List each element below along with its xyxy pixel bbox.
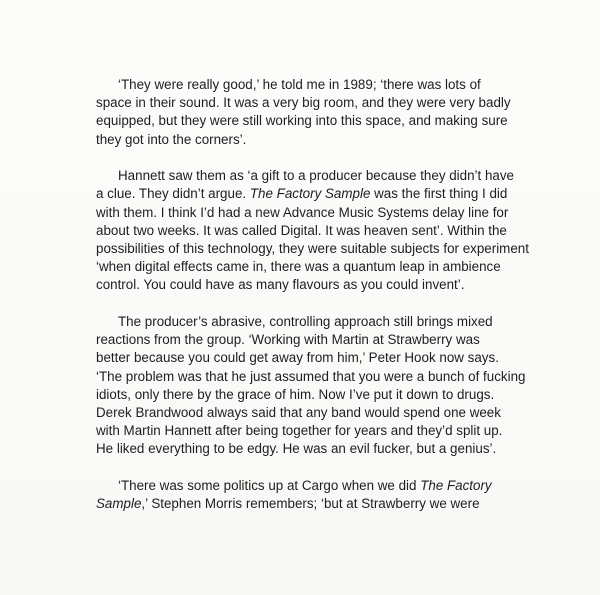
paragraph-2 — [96, 167, 529, 294]
text-line: possibilities of this technology, they were suitable subjects for experiment — [96, 241, 529, 257]
text-line: reactions from the group. ‘Working with Martin at Strawberry was — [96, 332, 480, 348]
italic-title: The Factory Sample — [249, 186, 371, 202]
text-line: about two weeks. It was called Digital. It was heaven sent’. Within the — [96, 222, 507, 238]
text-line: better because you could get away from him,’ Peter Hook now says. — [96, 350, 499, 366]
text-run: was the first thing I did — [370, 186, 508, 202]
text-line: Derek Brandwood always said that any band would spend one week — [96, 405, 501, 421]
text-line: control. You could have as many flavours as you could invent’. — [96, 277, 465, 293]
text-line — [96, 477, 516, 495]
paragraph-4 — [96, 477, 516, 513]
text-line: idiots, only there by the grace of him. Now I’ve put it down to drugs. — [96, 386, 495, 402]
text-run: ,’ Stephen Morris remembers; ‘but at Strawberry we were — [141, 496, 480, 512]
paragraph-1 — [96, 76, 516, 149]
text-line: equipped, but they were still working into this space, and making sure — [96, 113, 508, 129]
text-line: ‘when digital effects came in, there was a quantum leap in ambience — [96, 259, 501, 275]
text-line: The producer’s abrasive, controlling approach still brings mixed — [118, 314, 493, 330]
body-text — [96, 76, 529, 532]
text-line: ‘They were really good,’ he told me in 1989; ‘there was lots of — [118, 77, 481, 92]
text-line: space in their sound. It was a very big room, and they were very badly — [96, 95, 511, 111]
text-line — [96, 185, 516, 203]
text-line — [96, 495, 516, 513]
text-run: ‘There was some politics up at Cargo when we did — [118, 478, 421, 494]
text-line: they got into the corners’. — [96, 131, 247, 147]
text-run: a clue. They didn’t argue. — [96, 186, 250, 202]
italic-title: The Factory — [420, 478, 492, 494]
text-line: Hannett saw them as ‘a gift to a producer because they didn’t have — [118, 168, 515, 184]
text-line: with Martin Hannett after being together for years and they’d split up. — [96, 423, 503, 439]
italic-title: Sample — [96, 496, 142, 512]
paragraph-3 — [96, 313, 526, 459]
text-line: with them. I think I’d had a new Advance Music Systems delay line for — [96, 204, 509, 220]
text-line: ‘The problem was that he just assumed that you were a bunch of fucking — [96, 368, 526, 384]
text-line: He liked everything to be edgy. He was an evil fucker, but a genius’. — [96, 441, 497, 457]
